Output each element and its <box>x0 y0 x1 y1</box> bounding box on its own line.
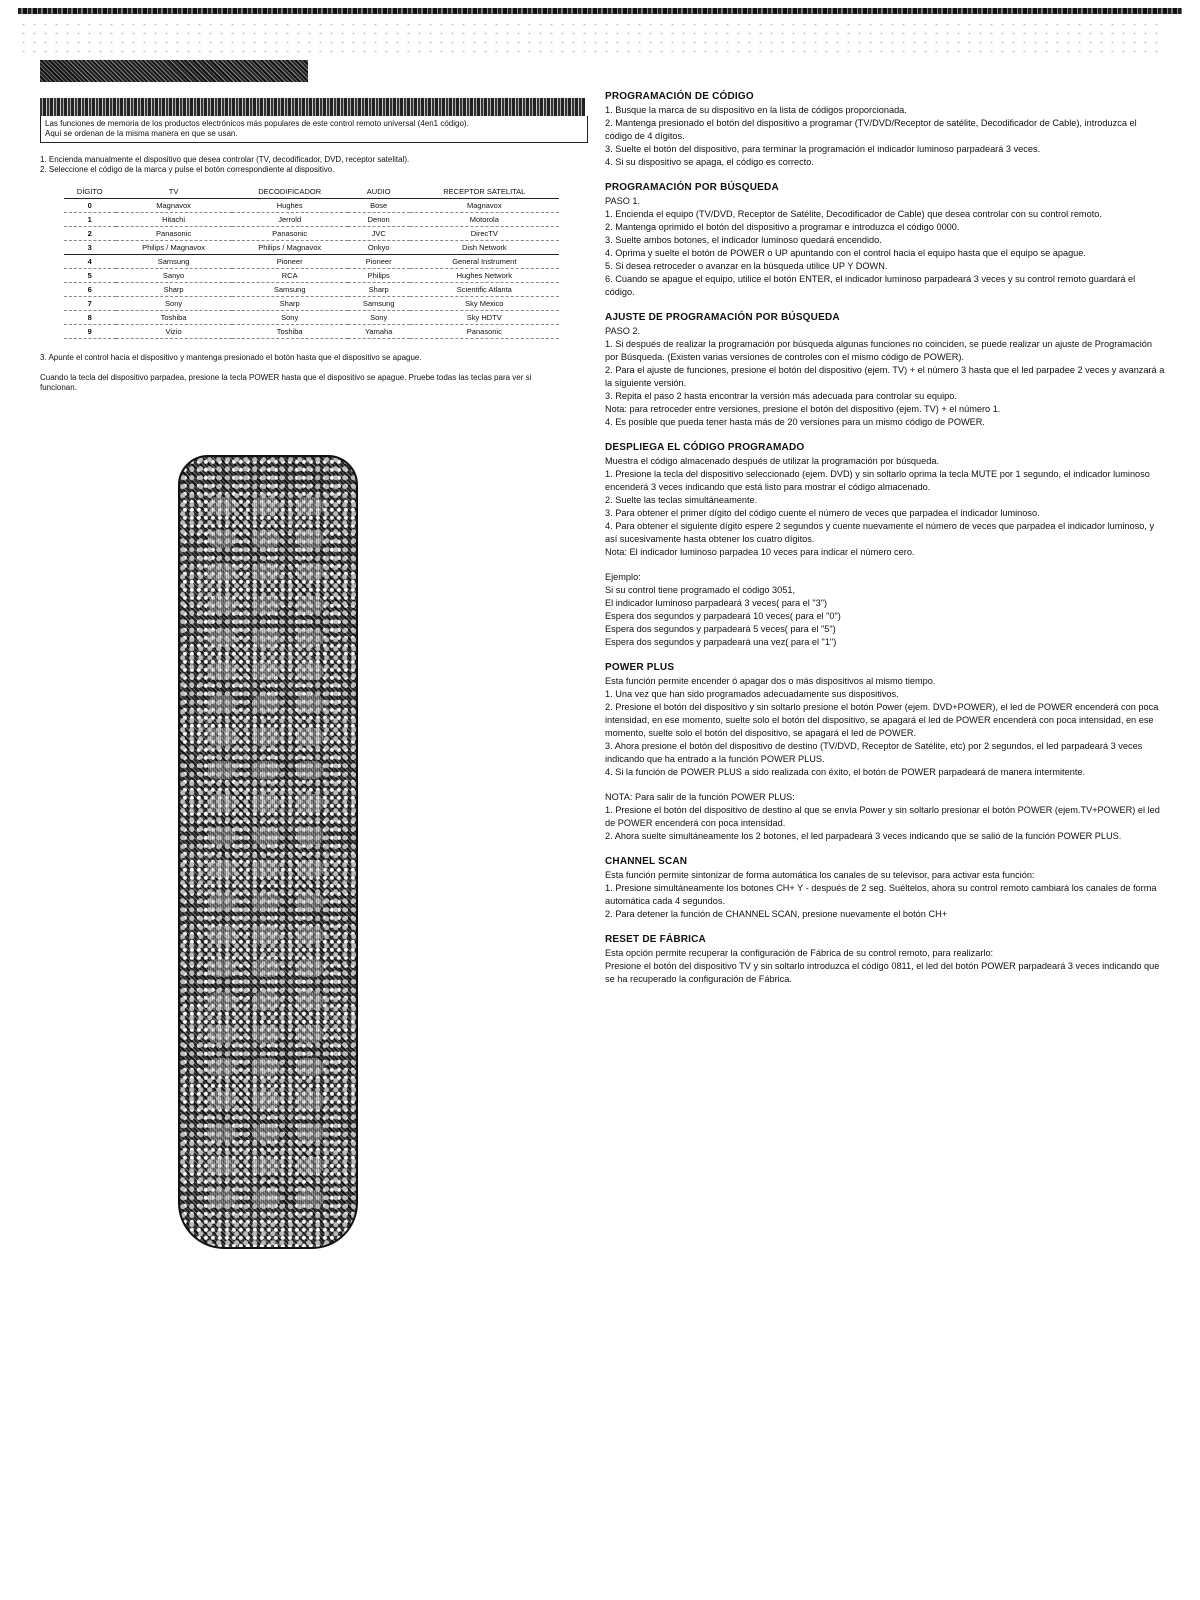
brand-cell: Hitachi <box>116 213 232 227</box>
instruction-section <box>605 441 1165 559</box>
table-row <box>64 213 559 227</box>
remote-button-shape <box>208 893 236 911</box>
section-line: Muestra el código almacenado después de utilizar la programación por búsqueda. <box>605 456 940 466</box>
brand-cell: Magnavox <box>116 199 232 213</box>
brand-cell: Philips <box>348 269 410 283</box>
section-line: 3. Suelte ambos botones, el indicador luminoso quedará encendido. <box>605 235 882 245</box>
section-heading: DESPLIEGA EL CÓDIGO PROGRAMADO <box>605 442 805 453</box>
remote-button-shape <box>208 1025 236 1043</box>
brand-cell: Sony <box>232 311 348 325</box>
instruction-section <box>605 311 1165 429</box>
remote-button-shape <box>296 761 324 779</box>
section-line: Nota: El indicador luminoso parpadea 10 veces para indicar el número cero. <box>605 547 915 557</box>
remote-button-shape <box>208 827 236 845</box>
digit-cell: 3 <box>64 241 116 255</box>
remote-button-shape <box>252 1058 280 1076</box>
remote-button-shape <box>252 596 280 614</box>
digit-cell: 6 <box>64 283 116 297</box>
table-row <box>64 227 559 241</box>
section-line: 6. Cuando se apague el equipo, utilice el botón ENTER, el indicador luminoso parpadeará 3 veces y su control remoto guardará el código. <box>605 274 1136 297</box>
instruction-section <box>605 90 1165 169</box>
section-line: Nota: para retroceder entre versiones, presione el botón del dispositivo (ejem. TV) + el número 1. <box>605 404 1001 414</box>
instruction-section <box>605 181 1165 299</box>
remote-button-shape <box>208 1058 236 1076</box>
step-line: 2. Seleccione el código de la marca y pulse el botón correspondiente al dispositivo. <box>40 165 335 174</box>
remote-control-image <box>178 455 358 1249</box>
remote-button-shape <box>296 893 324 911</box>
brand-code-table <box>64 185 559 339</box>
brand-cell: Pioneer <box>232 255 348 269</box>
remote-button-shape <box>208 794 236 812</box>
remote-button-shape <box>208 629 236 647</box>
remote-button-shape <box>252 926 280 944</box>
brand-cell: Motorola <box>410 213 559 227</box>
warning-line: Las funciones de memoria de los productos electrónicos más populares de este control remoto universal (4en1 código). <box>45 119 469 128</box>
col-header: RECEPTOR SATELITAL <box>410 185 559 199</box>
remote-button-shape <box>208 860 236 878</box>
table-row <box>64 311 559 325</box>
section-line: 1. Presione el botón del dispositivo de destino al que se envía Power y sin soltarlo presionar el botón POWER (ejem.TV+POWER) el led de POWER encenderá con poca intensidad. <box>605 805 1160 828</box>
remote-button-shape <box>296 530 324 548</box>
remote-button-shape <box>208 1124 236 1142</box>
remote-button-shape <box>296 695 324 713</box>
remote-button-shape <box>296 860 324 878</box>
section-heading: AJUSTE DE PROGRAMACIÓN POR BÚSQUEDA <box>605 312 840 323</box>
section-line: 3. Ahora presione el botón del dispositivo de destino (TV/DVD, Receptor de Satélite, etc) por 2 segundos, el led parpadeará 3 veces indicando que ha entrado a la función POWER PLUS. <box>605 741 1143 764</box>
remote-button-shape <box>252 794 280 812</box>
brand-cell: Panasonic <box>232 227 348 241</box>
section-heading: PROGRAMACIÓN DE CÓDIGO <box>605 91 754 102</box>
instruction-section <box>605 933 1165 986</box>
section-line: 3. Para obtener el primer dígito del código cuente el número de veces que parpadea el indicador luminoso. <box>605 508 1040 518</box>
section-line: Espera dos segundos y parpadeará 5 veces( para el "5") <box>605 624 836 634</box>
brand-cell: Yamaha <box>348 325 410 339</box>
table-body <box>64 199 559 339</box>
brand-cell: Onkyo <box>348 241 410 255</box>
brand-cell: Samsung <box>232 283 348 297</box>
remote-button-shape <box>296 596 324 614</box>
remote-button-shape <box>252 629 280 647</box>
digit-cell: 4 <box>64 255 116 269</box>
table-header-row <box>64 185 559 199</box>
instruction-section <box>605 855 1165 921</box>
brand-cell: Jerrold <box>232 213 348 227</box>
remote-button-shape <box>252 1091 280 1109</box>
remote-button-shape <box>208 695 236 713</box>
remote-button-shape <box>252 662 280 680</box>
remote-button-shape <box>252 761 280 779</box>
brand-cell: Sanyo <box>116 269 232 283</box>
remote-button-shape <box>296 563 324 581</box>
section-line: 2. Presione el botón del dispositivo y sin soltarlo presione el botón Power (ejem. DVD+POWER), el led de POWER encenderá con poca intensidad, en ese momento, suelte solo el botón del dispositivo, se apagará el led de POWER encenderá con poca intensidad, en ese momento, suelte solo el botón del dispositivo, se apagará el led de POWER. <box>605 702 1159 738</box>
digit-cell: 7 <box>64 297 116 311</box>
brand-cell: General Instrument <box>410 255 559 269</box>
section-heading: RESET DE FÁBRICA <box>605 934 706 945</box>
remote-button-shape <box>252 893 280 911</box>
brand-cell: Bose <box>348 199 410 213</box>
left-column <box>40 60 595 393</box>
remote-button-shape <box>296 1025 324 1043</box>
section-line: Presione el botón del dispositivo TV y sin soltarlo introduzca el código 0811, el led del botón POWER parpadeará 3 veces indicando que se ha recuperado la configuración de Fábrica. <box>605 961 1160 984</box>
table-row <box>64 297 559 311</box>
brand-cell: Philips / Magnavox <box>116 241 232 255</box>
brand-cell: RCA <box>232 269 348 283</box>
remote-button-shape <box>252 959 280 977</box>
remote-button-shape <box>208 728 236 746</box>
section-line: Si su control tiene programado el código 3051, <box>605 585 795 595</box>
remote-button-shape <box>296 1157 324 1175</box>
section-line: Espera dos segundos y parpadeará una vez( para el "1") <box>605 637 837 647</box>
section-heading: PROGRAMACIÓN POR BÚSQUEDA <box>605 182 779 193</box>
remote-button-shape <box>296 1058 324 1076</box>
brand-cell: Sharp <box>232 297 348 311</box>
remote-button-shape <box>296 794 324 812</box>
header-noise <box>18 20 1158 60</box>
table-row <box>64 283 559 297</box>
section-line: 2. Mantenga oprimido el botón del dispositivo a programar e introduzca el código 0000. <box>605 222 960 232</box>
remote-button-shape <box>252 728 280 746</box>
digit-cell: 0 <box>64 199 116 213</box>
instruction-section <box>605 661 1165 779</box>
remote-button-shape <box>252 1190 280 1208</box>
brand-cell: Sharp <box>116 283 232 297</box>
remote-button-shape <box>252 1157 280 1175</box>
col-header: AUDIO <box>348 185 410 199</box>
brand-cell: Scientific Atlanta <box>410 283 559 297</box>
brand-cell: Hughes <box>232 199 348 213</box>
remote-button-shape <box>296 1091 324 1109</box>
brand-cell: Sharp <box>348 283 410 297</box>
remote-button-shape <box>252 992 280 1010</box>
brand-cell: Sky HDTV <box>410 311 559 325</box>
instruction-note: Cuando la tecla del dispositivo parpadea, presione la tecla POWER hasta que el dispositivo se apague. Pruebe todas las teclas para ver si funcionan. <box>40 373 532 392</box>
digit-cell: 1 <box>64 213 116 227</box>
section-line: Ejemplo: <box>605 572 641 582</box>
section-line: El indicador luminoso parpadeará 3 veces( para el "3") <box>605 598 828 608</box>
section-line: 2. Para detener la función de CHANNEL SCAN, presione nuevamente el botón CH+ <box>605 909 948 919</box>
remote-button-shape <box>252 530 280 548</box>
brand-cell: JVC <box>348 227 410 241</box>
section-line: 4. Si su dispositivo se apaga, el código es correcto. <box>605 157 814 167</box>
brand-cell: Sony <box>348 311 410 325</box>
remote-button-shape <box>252 827 280 845</box>
brand-cell: DirecTV <box>410 227 559 241</box>
remote-button-shape <box>208 563 236 581</box>
step-line: 1. Encienda manualmente el dispositivo que desea controlar (TV, decodificador, DVD, receptor satelital). <box>40 155 410 164</box>
remote-button-shape <box>296 1124 324 1142</box>
remote-button-shape <box>208 497 236 515</box>
col-header: TV <box>116 185 232 199</box>
table-row <box>64 241 559 255</box>
remote-button-shape <box>252 695 280 713</box>
top-border-band <box>18 8 1182 14</box>
table-row <box>64 255 559 269</box>
section-line: NOTA: Para salir de la función POWER PLUS: <box>605 792 795 802</box>
remote-button-shape <box>296 662 324 680</box>
col-header: DECODIFICADOR <box>232 185 348 199</box>
section-line: 5. Si desea retroceder o avanzar en la búsqueda utilice UP Y DOWN. <box>605 261 888 271</box>
remote-button-shape <box>296 827 324 845</box>
brand-cell: Panasonic <box>410 325 559 339</box>
brand-cell: Samsung <box>116 255 232 269</box>
instruction-section <box>605 571 1165 649</box>
remote-button-shape <box>252 1025 280 1043</box>
section-line: 3. Suelte el botón del dispositivo, para terminar la programación el indicador luminoso parpadeará 3 veces. <box>605 144 1041 154</box>
remote-button-shape <box>252 1124 280 1142</box>
remote-button-shape <box>208 926 236 944</box>
col-header: DÍGITO <box>64 185 116 199</box>
remote-button-shape <box>252 563 280 581</box>
section-line: PASO 2. <box>605 326 641 336</box>
section-line: 2. Para el ajuste de funciones, presione el botón del dispositivo (ejem. TV) + el número 3 hasta que el led parpadee 2 veces y avanzará a la siguiente versión. <box>605 365 1165 388</box>
remote-button-shape <box>296 959 324 977</box>
remote-button-shape <box>296 992 324 1010</box>
section-line: Esta función permite encender ó apagar dos o más dispositivos al mismo tiempo. <box>605 676 936 686</box>
section-line: 1. Presione simultáneamente los botones CH+ Y - después de 2 seg. Suéltelos, ahora su control remoto cambiará los canales de forma automática cada 4 segundos. <box>605 883 1157 906</box>
remote-button-shape <box>296 497 324 515</box>
remote-button-shape <box>296 629 324 647</box>
section-line: Esta función permite sintonizar de forma automática los canales de su televisor, para activar esta función: <box>605 870 1035 880</box>
section-line: 4. Oprima y suelte el botón de POWER o UP apuntando con el control hacia el equipo hasta que el equipo se apague. <box>605 248 1086 258</box>
brand-cell: Magnavox <box>410 199 559 213</box>
remote-button-shape <box>208 1091 236 1109</box>
brand-cell: Samsung <box>348 297 410 311</box>
remote-button-shape <box>252 860 280 878</box>
table-row <box>64 325 559 339</box>
remote-button-shape <box>296 1190 324 1208</box>
section-line: PASO 1. <box>605 196 641 206</box>
digit-cell: 5 <box>64 269 116 283</box>
section-line: 1. Busque la marca de su dispositivo en la lista de códigos proporcionada. <box>605 105 907 115</box>
section-line: 1. Si después de realizar la programación por búsqueda algunas funciones no coinciden, se puede realizar un ajuste de Programación por Búsqueda. (Existen varias versiones de controles con el mismo código de POWER). <box>605 339 1153 362</box>
remote-button-shape <box>208 761 236 779</box>
section-line: 4. Es posible que pueda tener hasta más de 20 versiones para un mismo código de POWER. <box>605 417 985 427</box>
remote-button-shape <box>296 728 324 746</box>
remote-button-shape <box>296 926 324 944</box>
brand-cell: Sony <box>116 297 232 311</box>
instruction-section <box>605 791 1165 843</box>
remote-button-shape <box>208 992 236 1010</box>
digit-cell: 9 <box>64 325 116 339</box>
section-heading: CHANNEL SCAN <box>605 856 688 867</box>
right-column <box>605 90 1165 998</box>
section-line: Espera dos segundos y parpadeará 10 veces( para el "0") <box>605 611 841 621</box>
setup-steps <box>40 155 595 175</box>
brand-cell: Dish Network <box>410 241 559 255</box>
brand-cell: Denon <box>348 213 410 227</box>
remote-button-shape <box>208 530 236 548</box>
remote-button-shape <box>208 1190 236 1208</box>
digit-cell: 8 <box>64 311 116 325</box>
section-line: 1. Encienda el equipo (TV/DVD, Receptor de Satélite, Decodificador de Cable) que desea controlar con su control remoto. <box>605 209 1102 219</box>
section-line: 1. Presione la tecla del dispositivo seleccionado (ejem. DVD) y sin soltarlo oprima la tecla MUTE por 1 segundo, el indicador luminoso encenderá 3 veces indicando que está listo para mostrar el código almacenado. <box>605 469 1150 492</box>
section-line: Esta opción permite recuperar la configuración de Fábrica de su control remoto, para realizarlo: <box>605 948 994 958</box>
warning-box <box>40 116 588 143</box>
section-heading: POWER PLUS <box>605 662 675 673</box>
brand-cell: Panasonic <box>116 227 232 241</box>
brand-cell: Philips / Magnavox <box>232 241 348 255</box>
section-line: 1. Una vez que han sido programados adecuadamente sus dispositivos. <box>605 689 899 699</box>
brand-cell: Pioneer <box>348 255 410 269</box>
brand-cell: Sky Mexico <box>410 297 559 311</box>
brand-cell: Toshiba <box>232 325 348 339</box>
table-row <box>64 199 559 213</box>
remote-button-shape <box>208 662 236 680</box>
table-row <box>64 269 559 283</box>
brand-cell: Toshiba <box>116 311 232 325</box>
instruction-note: 3. Apunte el control hacia el dispositivo y mantenga presionado el botón hasta que el dispositivo se apague. <box>40 353 422 362</box>
section-line: 3. Repita el paso 2 hasta encontrar la versión más adecuada para controlar su equipo. <box>605 391 957 401</box>
remote-button-shape <box>208 596 236 614</box>
brand-cell: Vizio <box>116 325 232 339</box>
section-line: 2. Mantenga presionado el botón del dispositivo a programar (TV/DVD/Receptor de satélite, Decodificador de Cable), introduzca el código de 4 dígitos. <box>605 118 1137 141</box>
brand-cell: Hughes Network <box>410 269 559 283</box>
section-line: 2. Ahora suelte simultáneamente los 2 botones, el led parpadeará 3 veces indicando que se salió de la función POWER PLUS. <box>605 831 1122 841</box>
section-line: 4. Si la función de POWER PLUS a sido realizada con éxito, el botón de POWER parpadeará de manera intermitente. <box>605 767 1086 777</box>
remote-button-shape <box>208 959 236 977</box>
brand-logo <box>40 60 308 82</box>
section-line: 4. Para obtener el siguiente dígito espere 2 segundos y cuente nuevamente el número de veces que parpadea el indicador luminoso, y así sucesivamente hasta obtener los cuatro dígitos. <box>605 521 1155 544</box>
section-banner <box>40 98 585 116</box>
section-line: 2. Suelte las teclas simultáneamente. <box>605 495 758 505</box>
remote-button-shape <box>252 497 280 515</box>
digit-cell: 2 <box>64 227 116 241</box>
remote-button-shape <box>208 1157 236 1175</box>
warning-line: Aquí se ordenan de la misma manera en que se usan. <box>45 129 238 138</box>
